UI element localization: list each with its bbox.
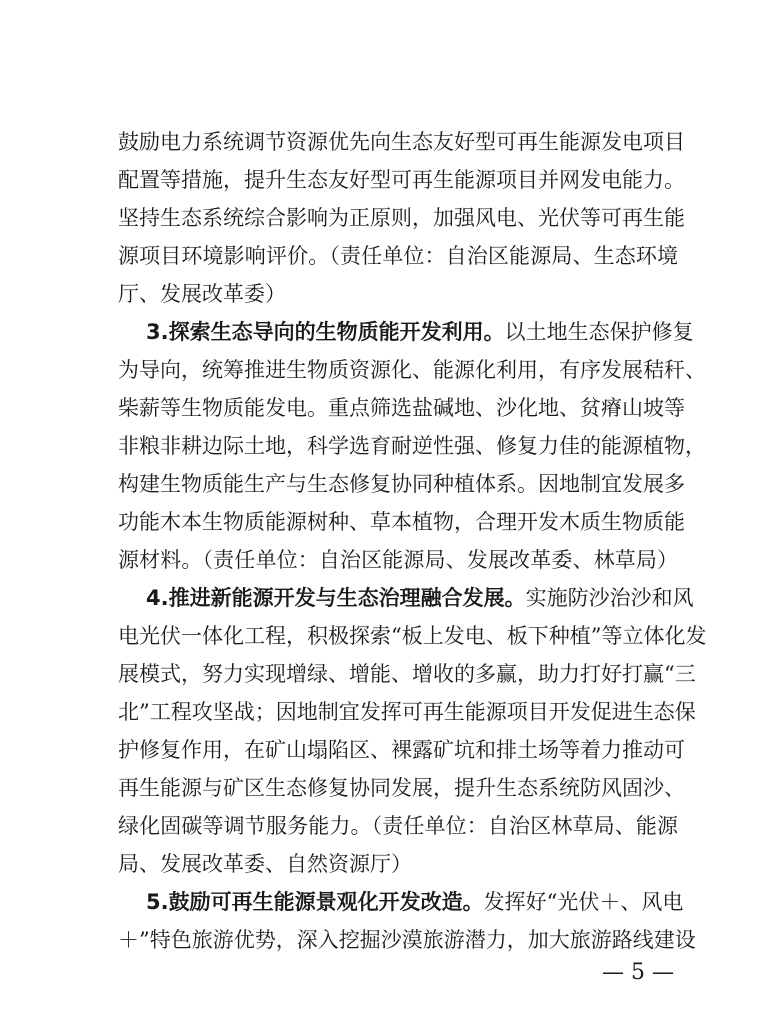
section-heading: 3.探索生态导向的生物质能开发利用。: [146, 320, 505, 344]
text-line: 厅、发展改革委）: [118, 282, 286, 306]
text-run: 发挥好“光伏＋、风电: [483, 890, 684, 914]
text-line: 非粮非耕边际土地，科学选育耐逆性强、修复力佳的能源植物，: [118, 434, 706, 458]
text-line: 源项目环境影响评价。（责任单位：自治区能源局、生态环境: [118, 244, 678, 268]
text-line: 北”工程攻坚战；因地制宜发挥可再生能源项目开发促进生态保: [118, 700, 696, 724]
text-line: 源材料。（责任单位：自治区能源局、发展改革委、林草局）: [118, 548, 678, 572]
section-heading: 5.鼓励可再生能源景观化开发改造。: [146, 890, 484, 914]
text-line: 再生能源与矿区生态修复协同发展，提升生态系统防风固沙、: [118, 776, 685, 800]
text-line: 配置等措施，提升生态友好型可再生能源项目并网发电能力。: [118, 168, 685, 192]
text-line: 功能木本生物质能源树种、草本植物，合理开发木质生物质能: [118, 510, 685, 534]
text-line: ＋”特色旅游优势，深入挖掘沙漠旅游潜力，加大旅游路线建设: [118, 928, 696, 952]
text-line: 为导向，统筹推进生物质资源化、能源化利用，有序发展秸秆、: [118, 358, 706, 382]
text-line: 坚持生态系统综合影响为正原则，加强风电、光伏等可再生能: [118, 206, 685, 230]
text-line: 局、发展改革委、自然资源厅）: [118, 852, 412, 876]
text-line: [146, 317, 694, 347]
text-line: 鼓励电力系统调节资源优先向生态友好型可再生能源发电项目: [118, 130, 685, 154]
text-line: [146, 583, 694, 613]
text-run: 以土地生态保护修复: [504, 320, 694, 344]
text-line: [146, 887, 684, 917]
text-line: 绿化固碳等调节服务能力。（责任单位：自治区林草局、能源: [118, 814, 678, 838]
text-line: 柴薪等生物质能发电。重点筛选盐碱地、沙化地、贫瘠山坡等: [118, 396, 685, 420]
text-line: 展模式，努力实现增绿、增能、增收的多赢，助力打好打赢“三: [118, 662, 696, 686]
text-line: 电光伏一体化工程，积极探索“板上发电、板下种植”等立体化发: [118, 624, 707, 648]
page-number: — 5 —: [602, 960, 674, 985]
text-run: 实施防沙治沙和风: [525, 586, 694, 610]
text-line: 护修复作用，在矿山塌陷区、裸露矿坑和排土场等着力推动可: [118, 738, 685, 762]
text-line: 构建生物质能生产与生态修复协同种植体系。因地制宜发展多: [118, 472, 685, 496]
section-heading: 4.推进新能源开发与生态治理融合发展。: [146, 586, 526, 610]
